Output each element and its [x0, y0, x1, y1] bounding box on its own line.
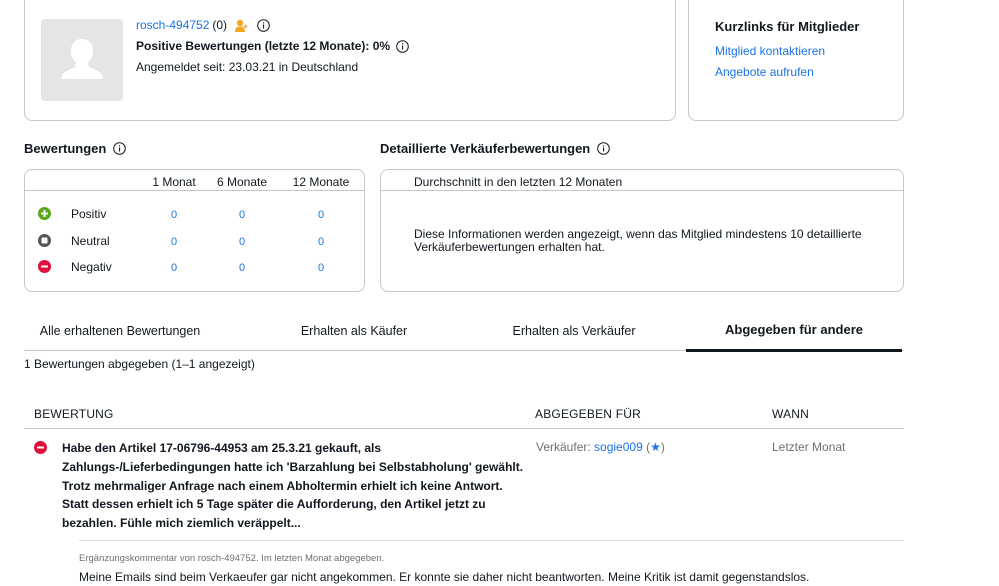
follow-up-comment: Meine Emails sind beim Verkaeufer gar nicht angekommen. Er konnte sie daher nicht beantworten. Meine Kritik ist damit gegenstandslos.	[79, 570, 810, 584]
new-member-icon[interactable]	[235, 19, 249, 32]
neutral-circle-icon	[38, 234, 51, 247]
detailed-ratings-message: Diese Informationen werden angezeigt, wenn das Mitglied mindestens 10 detaillierte Verkäuferbewertungen erhalten hat.	[414, 227, 862, 254]
column-header-when: WANN	[772, 407, 810, 421]
username-link[interactable]: rosch-494752	[136, 18, 210, 32]
feedback-when: Letzter Monat	[772, 440, 846, 454]
star-icon: ★	[650, 440, 661, 454]
feedback-comment: Habe den Artikel 17-06796-44953 am 25.3.21 gekauft, als Zahlungs-/Lieferbedingungen hatte ich 'Barzahlung bei Selbstabholung' gewählt. Trotz mehrmaliger Anfrage nach einem Abholtermin erhielt ich keine Antwort. Statt dessen erhielt ich 5 Tage später die Aufforderung, den Artikel jetzt zu bezahlen. Fühle mich ziemlich veräppelt...	[62, 441, 524, 531]
tab-received-as-seller[interactable]: Erhalten als Verkäufer	[512, 323, 636, 338]
rating-label: Neutral	[71, 234, 110, 248]
paren-close: )	[660, 440, 665, 454]
rating-label: Negativ	[71, 260, 112, 274]
feedback-table-header	[24, 398, 904, 429]
quicklinks-list	[715, 44, 825, 86]
quicklinks-card	[688, 0, 904, 121]
detailed-ratings-title-text: Detaillierte Verkäuferbewertungen	[380, 141, 591, 156]
rating-count-link[interactable]: 0	[238, 209, 246, 221]
results-count: 1 Bewertungen abgegeben (1–1 angezeigt)	[24, 357, 255, 371]
divider	[79, 540, 904, 541]
rating-row-negative	[25, 258, 364, 276]
ratings-title-text: Bewertungen	[24, 141, 107, 156]
rating-count-link[interactable]: 0	[170, 209, 178, 221]
member-since: Angemeldet seit: 23.03.21 in Deutschland	[136, 60, 359, 74]
rating-count-link[interactable]: 0	[170, 262, 178, 274]
avatar	[41, 19, 123, 101]
seller-link[interactable]: sogie009	[594, 440, 643, 454]
detailed-ratings-header-text: Durchschnitt in den letzten 12 Monaten	[414, 175, 623, 189]
column-header: 12 Monate	[292, 175, 350, 189]
rating-row-positive	[25, 205, 364, 223]
column-header-rating: BEWERTUNG	[34, 407, 114, 421]
detailed-ratings-title	[380, 141, 610, 156]
rating-count-link[interactable]: 0	[317, 236, 325, 248]
rating-row-neutral	[25, 232, 364, 250]
tab-received-as-buyer[interactable]: Erhalten als Käufer	[300, 323, 408, 338]
plus-circle-icon	[38, 207, 51, 220]
rating-count-link[interactable]: 0	[238, 262, 246, 274]
rating-count-link[interactable]: 0	[317, 262, 325, 274]
info-icon[interactable]	[597, 142, 610, 155]
seller-prefix: Verkäufer:	[536, 440, 591, 454]
minus-circle-icon	[38, 260, 51, 273]
minus-circle-icon	[34, 441, 47, 454]
column-header: 1 Monat	[152, 175, 196, 189]
info-icon[interactable]	[257, 19, 270, 32]
paren-open: (	[646, 440, 651, 454]
profile-card	[24, 0, 676, 121]
detailed-ratings-header	[381, 170, 903, 191]
feedback-given-for	[536, 440, 665, 454]
column-header-given-for: ABGEGEBEN FÜR	[535, 407, 641, 421]
rating-count-link[interactable]: 0	[238, 236, 246, 248]
contact-member-link[interactable]: Mitglied kontaktieren	[715, 44, 826, 58]
ratings-table-header	[25, 170, 364, 191]
rating-count-link[interactable]: 0	[317, 209, 325, 221]
tab-all-received[interactable]: Alle erhaltenen Bewertungen	[39, 323, 201, 338]
ratings-table	[24, 169, 365, 292]
info-icon[interactable]	[396, 40, 409, 53]
positive-rating-text: Positive Bewertungen (letzte 12 Monate): 0%	[136, 39, 391, 53]
ratings-title	[24, 141, 126, 156]
detailed-ratings-box	[380, 169, 904, 292]
follow-up-meta: Ergänzungskommentar von rosch-494752. Im letzten Monat abgegeben.	[79, 553, 385, 564]
feedback-score: (0)	[212, 18, 228, 32]
rating-count-link[interactable]: 0	[170, 236, 178, 248]
info-icon[interactable]	[113, 142, 126, 155]
profile-info	[136, 16, 409, 76]
quicklinks-title: Kurzlinks für Mitglieder	[715, 19, 860, 34]
column-header: 6 Monate	[216, 175, 268, 189]
positive-rating-line	[136, 38, 409, 54]
rating-label: Positiv	[71, 207, 107, 221]
profile-name-line	[136, 16, 409, 34]
view-listings-link[interactable]: Angebote aufrufen	[715, 65, 814, 79]
tab-given-for-others[interactable]: Abgegeben für andere	[686, 310, 902, 352]
user-silhouette-icon	[59, 37, 105, 83]
feedback-tabs	[24, 310, 904, 351]
